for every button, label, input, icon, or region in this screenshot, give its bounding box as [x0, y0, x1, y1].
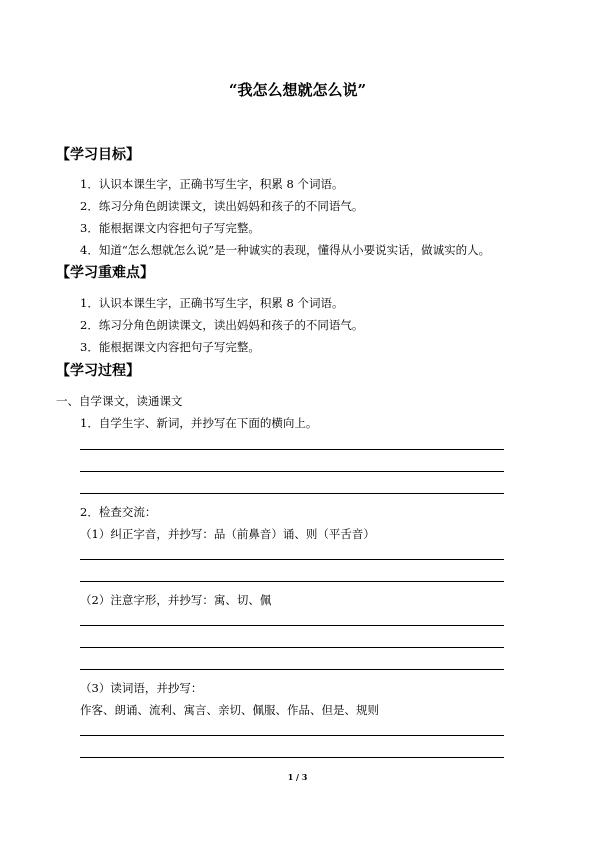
key-point-item-2: 2．练习分角色朗读课文，读出妈妈和孩子的不同语气。: [80, 318, 364, 332]
goal-item-1: 1．认识本课生字，正确书写生字，积累 8 个词语。: [80, 177, 344, 191]
writing-line[interactable]: [80, 581, 504, 582]
key-points-heading: 【学习重难点】: [56, 265, 154, 281]
writing-line[interactable]: [80, 625, 504, 626]
writing-line[interactable]: [80, 757, 504, 758]
process-heading: 【学习过程】: [56, 363, 140, 379]
sub-task-2: （2）注意字形，并抄写：寓、切、佩: [80, 593, 272, 607]
writing-line[interactable]: [80, 669, 504, 670]
writing-line[interactable]: [80, 647, 504, 648]
sub-task-3: （3）读词语，并抄写：: [80, 681, 203, 695]
goals-heading: 【学习目标】: [56, 147, 140, 163]
key-point-item-1: 1．认识本课生字，正确书写生字，积累 8 个词语。: [80, 296, 344, 310]
writing-line[interactable]: [80, 449, 504, 450]
writing-line[interactable]: [80, 559, 504, 560]
writing-line[interactable]: [80, 735, 504, 736]
page-number: 1 / 3: [287, 772, 308, 782]
goal-item-4: 4．知道“怎么想就怎么说”是一种诚实的表现，懂得从小要说实话，做诚实的人。: [80, 243, 491, 257]
goal-item-3: 3．能根据课文内容把句子写完整。: [80, 221, 260, 235]
key-point-item-3: 3．能根据课文内容把句子写完整。: [80, 340, 260, 354]
writing-line[interactable]: [80, 493, 504, 494]
word-list: 作客、朗诵、流利、寓言、亲切、佩服、作品、但是、规则: [80, 703, 379, 717]
step-2-instruction: 2．检查交流：: [80, 505, 157, 519]
sub-task-1: （1）纠正字音，并抄写：品（前鼻音）诵、则（平舌音）: [80, 527, 375, 541]
writing-line[interactable]: [80, 471, 504, 472]
step-1-instruction: 1．自学生字、新词，并抄写在下面的横向上。: [80, 416, 318, 430]
part-one-heading: 一、自学课文，读通课文: [56, 394, 183, 408]
page-title: “我怎么想就怎么说”: [228, 81, 367, 99]
goal-item-2: 2．练习分角色朗读课文，读出妈妈和孩子的不同语气。: [80, 199, 364, 213]
